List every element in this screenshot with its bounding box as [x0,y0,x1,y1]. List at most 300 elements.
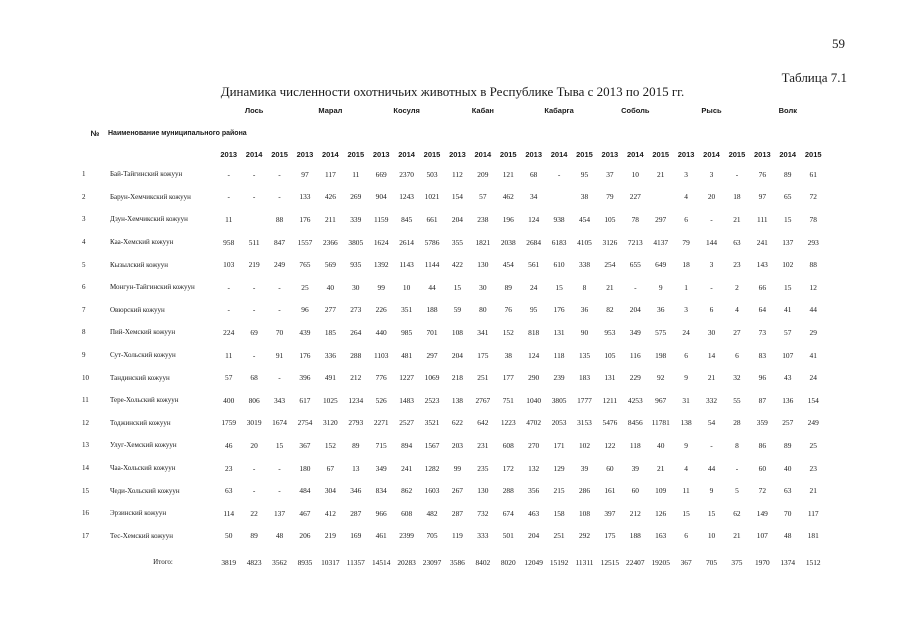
value-cell: 526 [375,395,387,405]
value-cell: 29 [809,327,817,337]
value-cell: 78 [809,214,817,224]
value-cell: 79 [606,192,614,202]
year-header: 2014 [703,150,720,159]
value-cell: 121 [502,169,514,179]
value-cell: 238 [477,214,489,224]
value-cell: 40 [784,463,792,473]
value-cell: 2614 [399,237,414,247]
value-cell: 172 [502,463,514,473]
row-number: 16 [82,509,89,518]
value-cell: - [557,169,561,179]
table-row [82,208,826,231]
value-cell: 181 [807,531,819,541]
value-cell: - [735,169,739,179]
value-cell: 204 [451,350,463,360]
table-row [82,163,826,186]
table-row [82,412,826,435]
value-cell: 862 [401,486,413,496]
year-header: 2013 [220,150,238,159]
value-cell: 80 [479,305,487,315]
value-cell: 76 [758,169,767,179]
value-cell: 6 [684,531,688,541]
value-cell: 95 [529,305,538,315]
value-cell: 20 [707,192,716,202]
district-name: Пий-Хемский кожуун [110,328,176,337]
value-cell: 4105 [577,237,592,247]
value-cell: 23 [225,463,233,473]
value-cell: 15 [707,508,716,518]
value-cell: 13 [352,463,360,473]
value-cell: 1282 [424,463,440,473]
value-cell: 114 [223,508,235,518]
district-name: Тес-Хемский кожуун [110,531,174,540]
value-cell: 89 [352,440,360,450]
value-cell: 985 [401,327,413,337]
value-cell: 1483 [399,395,414,405]
total-value-cell: 8402 [475,557,491,567]
value-cell: 176 [553,305,565,315]
district-name: Эрзинский кожуун [110,509,167,518]
value-cell: 732 [477,508,489,518]
value-cell: 95 [580,169,589,179]
value-cell: 3 [684,169,688,179]
total-value-cell: 11311 [575,557,594,567]
value-cell: 1392 [373,260,389,270]
value-cell: 24 [809,373,817,383]
value-cell: 28 [733,418,741,428]
species-header: Кабан [471,106,494,115]
value-cell: 1821 [475,237,491,247]
value-cell: 1759 [221,418,237,428]
value-cell: 118 [553,350,565,360]
year-header: 2015 [347,150,365,159]
value-cell: 198 [655,350,667,360]
value-cell: 72 [809,192,817,202]
year-header: 2014 [626,150,644,159]
value-cell: 109 [655,486,667,496]
value-cell: 92 [657,373,665,383]
value-cell: 37 [606,169,614,179]
value-cell: 6 [735,350,739,360]
value-cell: 4253 [627,395,643,405]
row-number: 5 [82,260,86,269]
value-cell: 938 [553,214,565,224]
value-cell: 3153 [577,418,592,428]
value-cell: 152 [502,327,514,337]
value-cell: 68 [529,169,538,179]
value-cell: 426 [324,192,336,202]
value-cell: 2793 [348,418,364,428]
value-cell: 138 [451,395,463,405]
value-cell: 132 [528,463,540,473]
value-cell: 21 [809,486,817,496]
value-cell: 21 [606,282,614,292]
value-cell: 5 [735,486,739,496]
value-cell: 64 [758,305,767,315]
value-cell: 292 [578,531,591,541]
value-cell: 70 [784,508,792,518]
value-cell: 1025 [322,395,338,405]
value-cell: 3805 [348,237,364,247]
value-cell: 4 [684,192,688,202]
value-cell: 351 [401,305,413,315]
value-cell: 79 [682,237,690,247]
district-name: Улуг-Хемский кожуун [110,441,177,450]
value-cell: 6 [684,350,688,360]
value-cell: 176 [299,350,311,360]
value-cell: 171 [553,440,565,450]
year-header: 2015 [652,150,670,159]
value-cell: 82 [606,305,614,315]
value-cell: 21 [733,531,741,541]
row-number: 15 [82,486,89,495]
value-cell: 269 [350,192,362,202]
value-cell: 3805 [551,395,567,405]
total-value-cell: 1970 [754,557,770,567]
district-name: Монгун-Тайгинский кожуун [110,283,195,292]
value-cell: 215 [553,486,565,496]
district-name: Сут-Хольский кожуун [110,351,176,360]
value-cell: 137 [782,237,794,247]
value-cell [546,186,571,209]
value-cell: 346 [350,486,362,496]
total-value-cell: 20283 [397,557,416,567]
value-cell: 99 [453,463,462,473]
value-cell: 288 [350,350,362,360]
value-cell: 4 [684,463,688,473]
value-cell: 91 [275,350,284,360]
year-header: 2014 [322,150,339,159]
value-cell: 1603 [424,486,440,496]
value-cell: 67 [326,463,335,473]
value-cell: 130 [477,486,489,496]
table-row [82,321,826,344]
row-number: 12 [82,418,89,427]
value-cell: 117 [807,508,819,518]
value-cell: 25 [301,282,309,292]
value-cell: - [227,192,230,202]
value-cell: 10 [402,282,411,292]
value-cell: 144 [705,237,718,247]
year-header: 2013 [296,150,314,159]
value-cell: 154 [451,192,463,202]
value-cell: 239 [553,373,565,383]
row-number: 14 [82,464,89,473]
value-cell: 286 [578,486,591,496]
value-cell: 48 [784,531,792,541]
total-value-cell: 3819 [221,557,237,567]
value-cell: 806 [248,395,260,405]
value-cell: 219 [324,531,336,541]
total-value-cell: 8020 [500,557,516,567]
value-cell: 60 [606,463,614,473]
value-cell: 1040 [526,395,542,405]
value-cell: 1557 [297,237,313,247]
value-cell: 66 [758,282,767,292]
value-cell: 39 [580,463,589,473]
value-cell: 1234 [348,395,364,405]
value-cell: 608 [502,440,514,450]
value-cell: 4 [735,305,739,315]
value-cell: 61 [809,169,817,179]
value-cell: 21 [733,214,741,224]
value-cell: 10 [631,169,639,179]
value-cell: 482 [426,508,438,518]
value-cell: 196 [502,214,514,224]
value-cell: 60 [631,486,639,496]
table-row [82,479,826,502]
value-cell: 439 [299,327,311,337]
row-number: 11 [82,396,89,405]
value-cell: 130 [477,260,489,270]
value-cell: 776 [375,373,387,383]
value-cell: 163 [655,531,667,541]
value-cell: 705 [426,531,438,541]
value-cell: 34 [529,192,538,202]
value-cell [648,186,673,209]
value-cell: 467 [299,508,311,518]
value-cell: - [252,350,256,360]
value-cell: 21 [707,373,716,383]
value-cell: 5786 [424,237,440,247]
value-cell: 102 [782,260,794,270]
value-cell: 96 [758,373,767,383]
value-cell: - [710,440,713,450]
value-cell: 2399 [399,531,414,541]
value-cell: - [278,169,281,179]
value-cell: 1143 [399,260,414,270]
value-cell: 24 [529,282,538,292]
total-value-cell: 1374 [780,557,796,567]
value-cell: - [252,463,256,473]
value-cell: 131 [604,373,616,383]
value-cell: 2370 [399,169,414,179]
value-cell: 175 [604,531,616,541]
value-cell: 21 [657,169,665,179]
value-cell: 15 [784,214,792,224]
value-cell: 88 [809,260,817,270]
value-cell: 1777 [577,395,592,405]
value-cell: 400 [223,395,235,405]
value-cell: 90 [580,327,589,337]
value-cell: 96 [301,305,309,315]
value-cell: 224 [223,327,235,337]
total-row [82,547,826,577]
species-header: Кабарга [544,106,574,115]
year-header: 2015 [271,150,288,159]
value-cell: 107 [782,350,794,360]
total-value-cell: 12515 [600,557,620,567]
district-name-header: Наименование муниципального района [108,129,247,137]
value-cell: 332 [705,395,718,405]
district-name: Барун-Хемчикский кожуун [110,192,191,201]
value-cell: 116 [629,350,641,360]
table-row [82,389,826,412]
value-cell: 3 [709,260,714,270]
value-cell: 2767 [475,395,491,405]
value-cell: 1227 [399,373,414,383]
value-cell: - [227,305,230,315]
value-cell: 40 [326,282,335,292]
table-row [82,457,826,480]
value-cell: 14 [707,350,716,360]
value-cell: - [278,463,281,473]
value-cell: 11781 [651,418,670,428]
value-cell: 9 [709,486,714,496]
value-cell: 904 [375,192,387,202]
value-cell: 62 [733,508,741,518]
value-cell: 24 [682,327,690,337]
value-cell: 1103 [373,350,389,360]
value-cell: 50 [225,531,233,541]
value-cell: 953 [604,327,616,337]
value-cell: 23 [733,260,741,270]
value-cell: - [252,282,256,292]
value-cell: 31 [682,395,690,405]
value-cell: 135 [578,350,591,360]
value-cell: 107 [756,531,768,541]
value-cell: 63 [733,237,741,247]
year-header: 2013 [753,150,771,159]
year-header: 2013 [372,150,390,159]
value-cell: 422 [451,260,463,270]
value-cell: 287 [350,508,362,518]
value-cell: 36 [657,305,665,315]
total-value-cell: 12049 [524,557,543,567]
value-cell: 1 [684,282,688,292]
table-row [82,525,826,548]
value-cell: 11 [225,214,233,224]
value-cell: 367 [299,440,311,450]
value-cell: 355 [451,237,463,247]
value-cell: 38 [580,192,589,202]
district-name: Тандинский кожуун [110,373,170,382]
year-header: 2015 [576,150,593,159]
value-cell [241,208,266,231]
value-cell: 8 [582,282,587,292]
value-cell: 41 [809,350,817,360]
row-number: 6 [82,283,86,292]
value-cell: 412 [324,508,336,518]
value-cell: 290 [528,373,540,383]
value-cell: 188 [629,531,641,541]
total-number-cell [82,547,108,577]
value-cell: 73 [758,327,767,337]
value-cell: 219 [248,260,260,270]
value-cell: 185 [324,327,336,337]
value-cell: 69 [250,327,258,337]
total-label: Итого: [153,558,173,567]
value-cell: 845 [401,214,413,224]
value-cell: 967 [655,395,667,405]
value-cell: 78 [631,214,639,224]
value-cell: 304 [324,486,336,496]
value-cell: 257 [782,418,794,428]
value-cell: 30 [479,282,487,292]
table-title: Динамика численности охотничьих животных в Республике Тыва с 2013 по 2015 гг. [220,84,685,99]
total-value-cell: 11357 [346,557,365,567]
value-cell: - [278,192,281,202]
value-cell: 117 [324,169,336,179]
value-cell: 44 [428,282,436,292]
value-cell: 359 [756,418,768,428]
value-cell: 396 [299,373,311,383]
species-header-row [82,104,826,117]
value-cell: - [227,282,230,292]
value-cell: 175 [477,350,489,360]
value-cell: 131 [553,327,565,337]
value-cell: 1144 [424,260,440,270]
value-cell: 935 [350,260,362,270]
value-cell: - [278,373,281,383]
value-cell: 46 [225,440,233,450]
value-cell: - [735,463,739,473]
year-header: 2013 [525,150,543,159]
value-cell: 336 [324,350,336,360]
value-cell: 11 [225,350,233,360]
value-cell: 36 [580,305,589,315]
value-cell: - [252,305,256,315]
row-number: 13 [82,441,89,450]
value-cell: 1211 [602,395,618,405]
value-cell: - [710,282,713,292]
total-value-cell: 705 [705,557,718,567]
value-cell: 97 [301,169,309,179]
value-cell: 501 [502,531,514,541]
year-header: 2014 [245,150,263,159]
value-cell: 21 [657,463,665,473]
value-cell: - [227,169,230,179]
value-cell: - [252,169,256,179]
year-header: 2015 [499,150,517,159]
value-cell: 5476 [602,418,618,428]
table-label: Таблица 7.1 [781,70,847,85]
value-cell: 11 [682,486,690,496]
value-cell: 561 [528,260,540,270]
value-cell: 2038 [500,237,516,247]
value-cell: 235 [477,463,489,473]
row-number: 3 [82,215,86,224]
value-cell: 124 [528,350,540,360]
value-cell: 966 [375,508,387,518]
value-cell: 57 [479,192,487,202]
value-cell: 2366 [322,237,338,247]
value-cell: 12 [809,282,817,292]
species-header: Косуля [393,106,420,115]
value-cell: 38 [504,350,512,360]
value-cell: 102 [578,440,591,450]
district-name: Овюрский кожуун [110,305,165,314]
value-cell: 15 [275,440,284,450]
district-name: Тоджинский кожуун [110,418,171,427]
value-cell: 204 [451,214,463,224]
year-header: 2013 [677,150,695,159]
value-cell: 343 [273,395,286,405]
value-cell: 2684 [526,237,542,247]
total-value-cell: 3586 [450,557,465,567]
value-cell: 655 [629,260,641,270]
total-value-cell: 4823 [246,557,262,567]
total-value-cell: 1512 [805,557,821,567]
value-cell: 1069 [424,373,440,383]
value-cell: - [252,192,256,202]
value-cell: 111 [757,214,768,224]
total-value-cell: 23097 [422,557,442,567]
value-cell: 9 [684,440,688,450]
value-cell: 440 [375,327,387,337]
year-header: 2013 [601,150,619,159]
value-cell: 569 [324,260,336,270]
